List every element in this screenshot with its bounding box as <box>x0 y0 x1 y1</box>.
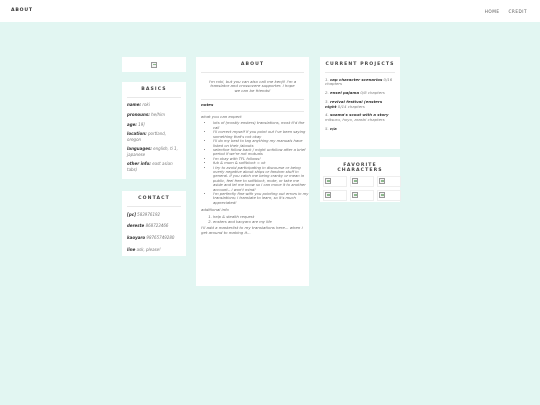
project-item: 2. ensel pajama 0/8 chapters <box>325 90 385 96</box>
avatar-card <box>122 57 186 72</box>
additional-heading: additional info <box>201 207 229 213</box>
notes-heading: notes <box>201 101 214 107</box>
basics-title: BASICS <box>141 87 167 92</box>
list-item: 1. help & stealth request <box>213 215 309 220</box>
nav-home-link[interactable]: HOME <box>484 9 500 14</box>
basics-card <box>122 82 186 179</box>
basics-item: age: 19] <box>127 121 145 127</box>
broken-image-icon <box>325 178 331 184</box>
broken-image-icon <box>151 62 157 68</box>
about-footer: i'll add a masterlist to my translations here... when i get around to making it... <box>201 225 303 235</box>
list-item: • i'll correct myself if you point out i've been saying something that's not okay <box>213 130 309 139</box>
basics-item: name: roki <box>127 102 150 108</box>
expect-heading: what you can expect <box>201 113 242 119</box>
expect-list <box>196 121 309 205</box>
character-grid <box>323 176 401 201</box>
character-thumb[interactable] <box>350 190 374 201</box>
basics-item: pronouns: he/him <box>127 111 166 117</box>
divider <box>201 72 304 73</box>
broken-image-icon <box>379 178 385 184</box>
about-intro: i'm roki, but you can also call me kenji! i'm a translator and crossovere supporter. i hope we can be friends! <box>208 78 297 94</box>
list-item: • i'll do my best to tag anything my manuals have listed on their /abouts <box>213 139 309 148</box>
broken-image-icon <box>379 192 385 198</box>
project-item: 5. n/a <box>325 126 337 132</box>
contact-item: kaoyaro 98765749280 <box>127 234 175 240</box>
contact-title: CONTACT <box>138 196 170 201</box>
basics-item: languages: english, ti 1, japanese <box>127 146 178 157</box>
list-item: • selective follow back / might unfollow after a brief period if we're not mutuals <box>213 148 309 157</box>
projects-card <box>320 57 400 149</box>
project-item: 4. soama's scout with a story mitsuru, hoyo, arashi chapters <box>325 112 389 123</box>
list-item: • i'm okay with TFL follows! <box>213 157 309 161</box>
about-card <box>196 57 309 286</box>
broken-image-icon <box>352 178 358 184</box>
projects-title: CURRENT PROJECTS <box>325 62 395 67</box>
additional-list <box>196 215 309 224</box>
contact-card <box>122 191 186 256</box>
project-item: 1. cap character scenarios 0/16 chapters <box>325 76 393 87</box>
site-title: ABOUT <box>11 8 33 13</box>
divider <box>127 97 181 98</box>
about-title: ABOUT <box>240 62 265 67</box>
nav-credit-link[interactable]: CREDIT <box>508 9 527 14</box>
divider <box>127 206 181 207</box>
contact-item: line ask, please! <box>127 246 161 252</box>
divider <box>325 72 395 73</box>
character-thumb[interactable] <box>323 176 347 187</box>
characters-title: FAVORITE CHARACTERS <box>337 163 383 173</box>
broken-image-icon <box>325 192 331 198</box>
character-thumb[interactable] <box>350 176 374 187</box>
list-item: • fub & mum & softblock = ok <box>213 161 309 165</box>
basics-item: location: portland, oregon <box>127 131 167 142</box>
character-thumb[interactable] <box>377 176 401 187</box>
list-item: • i try to avoid participating in discourse or being overly negative about ships or fandom stuff in general. if you catch me being cranky or mean in public, feel free to softblock, mute, or take me aside and let me know so i can move it to another account-- i won't mind! <box>213 166 309 192</box>
divider <box>201 99 304 100</box>
basics-item: other info: east asian tabs) <box>127 161 173 172</box>
list-item: • i'm perfectly fine with you pointing out errors in my translations; i translate to learn, so it's much appreciated! <box>213 192 309 205</box>
contact-item: dereste 868723466 <box>127 223 169 229</box>
project-item: 3. revival festival (ensters night 0/14 chapters <box>325 98 383 109</box>
nav-menu <box>485 9 527 14</box>
favorite-characters-card <box>320 157 400 202</box>
list-item: • lots of (mostly ensters) translations, most tl'd the call <box>213 121 309 130</box>
top-bar <box>0 0 540 22</box>
list-item: 2. ensters and kaoyaro are my life <box>213 220 309 225</box>
contact-item: [pc] 583976192 <box>127 211 161 217</box>
broken-image-icon <box>352 192 358 198</box>
character-thumb[interactable] <box>377 190 401 201</box>
divider <box>201 111 304 112</box>
character-thumb[interactable] <box>323 190 347 201</box>
